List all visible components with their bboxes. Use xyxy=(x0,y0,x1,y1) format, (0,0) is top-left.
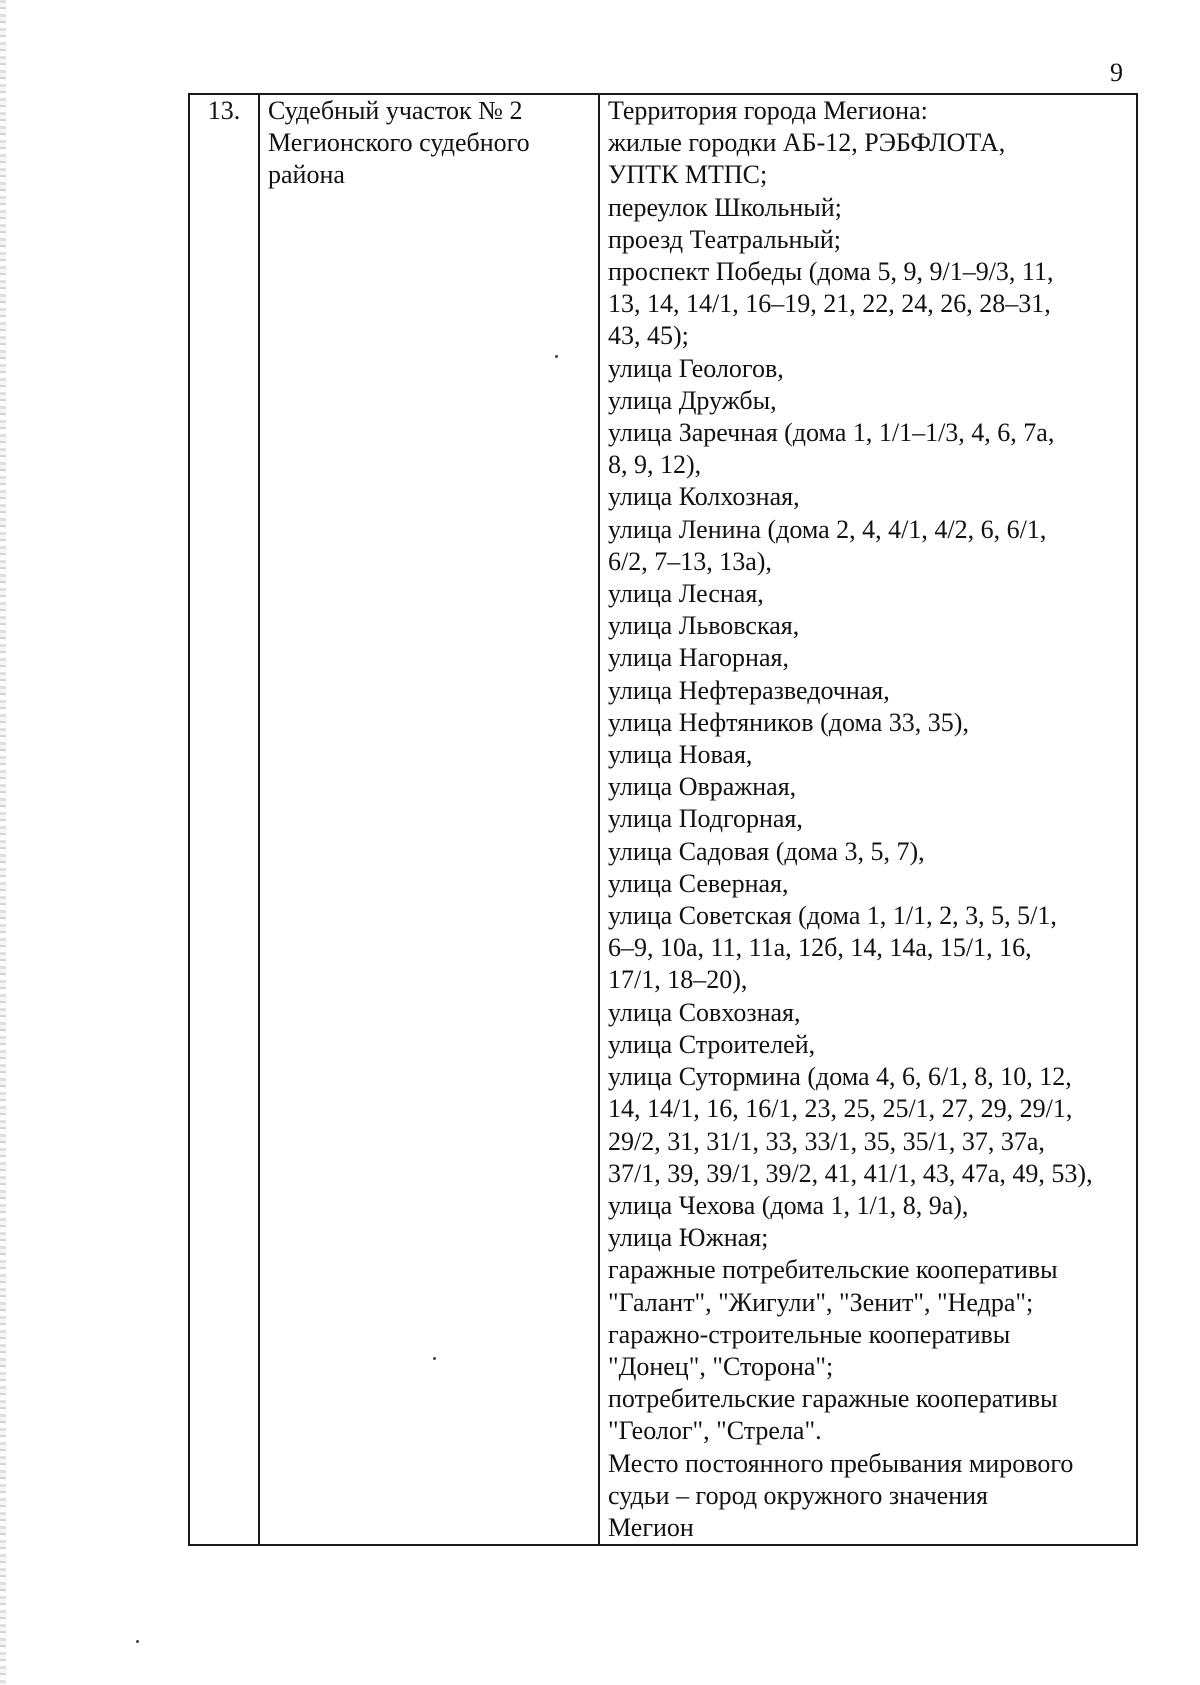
territory-line: переулок Школьный; xyxy=(608,192,842,222)
territory-line: улица Нефтяников (дома 33, 35), xyxy=(608,707,969,737)
territory-line: улица Нагорная, xyxy=(608,643,789,673)
territory-line: проспект Победы (дома 5, 9, 9/1–9/3, 11, xyxy=(608,257,1054,287)
territory-line: улица Подгорная, xyxy=(608,804,803,834)
territory-line: судьи – город окружного значения xyxy=(608,1480,988,1510)
territory-line: улица Северная, xyxy=(608,868,789,898)
territory-line: "Донец", "Сторона"; xyxy=(608,1351,834,1381)
territory-line: улица Ленина (дома 2, 4, 4/1, 4/2, 6, 6/1, xyxy=(608,514,1047,544)
territory-line: Место постоянного пребывания мирового xyxy=(608,1448,1074,1478)
territory-line: улица Заречная (дома 1, 1/1–1/3, 4, 6, 7а, xyxy=(608,418,1055,448)
territory-line: улица Садовая (дома 3, 5, 7), xyxy=(608,836,925,866)
territory-line: улица Совхозная, xyxy=(608,997,801,1027)
territory-line: Мегион xyxy=(608,1512,694,1542)
territory-line: улица Дружбы, xyxy=(608,385,777,415)
territory-line: улица Строителей, xyxy=(608,1029,816,1059)
territory-line: улица Львовская, xyxy=(608,611,800,641)
row-number-cell xyxy=(189,94,259,1545)
territory-line: улица Лесная, xyxy=(608,579,764,609)
territory-line: 14, 14/1, 16, 16/1, 23, 25, 25/1, 27, 29, 29/1, xyxy=(608,1094,1073,1124)
territory-line: 29/2, 31, 31/1, 33, 33/1, 35, 35/1, 37, 37а, xyxy=(608,1126,1045,1156)
territory-line: улица Овражная, xyxy=(608,772,797,802)
table-row xyxy=(189,94,1137,1545)
territory-line: улица Чехова (дома 1, 1/1, 8, 9а), xyxy=(608,1190,969,1220)
page-number: 9 xyxy=(1110,58,1123,87)
scan-speck xyxy=(555,355,558,358)
territory-line: 43, 45); xyxy=(608,321,689,351)
territory-line: 6/2, 7–13, 13а), xyxy=(608,546,772,576)
territory-line: улица Сутормина (дома 4, 6, 6/1, 8, 10, 12, xyxy=(608,1062,1072,1092)
territory-line: "Геолог", "Стрела". xyxy=(608,1416,822,1446)
territory-line: 13, 14, 14/1, 16–19, 21, 22, 24, 26, 28–31, xyxy=(608,289,1051,319)
territory-line: проезд Театральный; xyxy=(608,224,842,254)
territory-line: потребительские гаражные кооперативы xyxy=(608,1384,1058,1414)
territory-cell xyxy=(599,94,1137,1545)
territory-line: Территория города Мегиона: xyxy=(608,96,928,125)
territory-line: гаражные потребительские кооперативы xyxy=(608,1255,1058,1285)
territory-line: 6–9, 10а, 11, 11а, 12б, 14, 14а, 15/1, 16, xyxy=(608,933,1032,963)
row-number: 13. xyxy=(207,96,241,125)
territory-line: "Галант", "Жигули", "Зенит", "Недра"; xyxy=(608,1287,1034,1317)
territory-line: улица Колхозная, xyxy=(608,482,800,512)
territory-line: УПТК МТПС; xyxy=(608,160,768,190)
territory-line: 8, 9, 12), xyxy=(608,450,702,480)
scan-speck xyxy=(433,1357,436,1360)
territory-line: улица Геологов, xyxy=(608,353,784,383)
territory-line: улица Новая, xyxy=(608,740,753,770)
territory-line: улица Южная; xyxy=(608,1223,769,1253)
scan-edge-artifact xyxy=(0,0,6,1685)
scan-speck xyxy=(136,1640,139,1643)
court-name-line: Мегионского судебного xyxy=(268,128,530,158)
territory-line: улица Нефтеразведочная, xyxy=(608,675,890,705)
territory-line: 17/1, 18–20), xyxy=(608,965,748,995)
court-name-cell xyxy=(259,94,599,1545)
territory-line: улица Советская (дома 1, 1/1, 2, 3, 5, 5/1, xyxy=(608,901,1057,931)
court-name-line: района xyxy=(268,160,345,190)
court-district-table xyxy=(188,93,1138,1546)
territory-line: гаражно-строительные кооперативы xyxy=(608,1319,1011,1349)
court-name-line: Судебный участок № 2 xyxy=(268,96,523,125)
territory-line: 37/1, 39, 39/1, 39/2, 41, 41/1, 43, 47а, 49, 53), xyxy=(608,1158,1093,1188)
territory-line: жилые городки АБ-12, РЭБФЛОТА, xyxy=(608,128,1006,158)
